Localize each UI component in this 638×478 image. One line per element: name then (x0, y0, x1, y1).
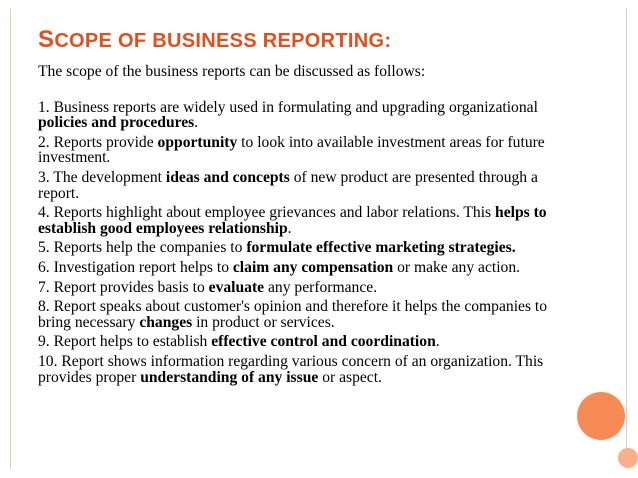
list-item-5 (38, 240, 558, 256)
item-emphasis: helps to establish good employees relationship (38, 204, 547, 237)
item-text: 6. Investigation report helps to (38, 258, 233, 276)
list-item-2 (38, 135, 558, 166)
item-text: 9. Report helps to establish (38, 333, 212, 351)
item-text-end: or make any action. (393, 258, 521, 276)
item-text-end: to look into available investment areas for future investment. (38, 133, 545, 167)
list-item-3 (38, 170, 558, 201)
page-title (38, 26, 391, 54)
item-text-end: . (194, 114, 199, 132)
item-text: 4. Reports highlight about employee grievances and labor relations. This (38, 204, 496, 222)
list-item-8 (38, 299, 558, 330)
content-body (38, 64, 558, 389)
item-emphasis: policies and procedures (38, 114, 195, 132)
list-item-9 (38, 334, 558, 350)
item-text-end: or aspect. (318, 368, 382, 386)
item-text: 3. The development (38, 168, 166, 186)
list-item-10 (38, 354, 558, 385)
item-text-end: in product or services. (192, 313, 335, 331)
item-emphasis: understanding of any issue (140, 368, 319, 386)
item-text-end: any performance. (264, 278, 378, 296)
intro-text: The scope of the business reports can be discussed as follows: (38, 63, 426, 80)
item-text: 2. Reports provide (38, 133, 158, 151)
item-text: 10. Report shows information regarding various concern of an organization. This provides proper (38, 352, 544, 386)
item-emphasis: opportunity (157, 133, 238, 151)
item-emphasis: effective control and coordination (211, 333, 436, 351)
item-emphasis: claim any compensation (232, 258, 394, 276)
title-first-letter: S (38, 26, 55, 53)
item-emphasis: formulate effective marketing strategies. (246, 239, 516, 257)
title-colon: : (384, 30, 392, 52)
item-emphasis: ideas and concepts (165, 168, 290, 186)
item-text-end: of new product are presented through a report. (38, 168, 538, 202)
list-item-1 (38, 100, 558, 131)
list-item-6 (38, 260, 558, 276)
item-text-end: . (287, 219, 292, 237)
list-item-4 (38, 205, 558, 236)
item-emphasis: changes (139, 313, 193, 331)
item-text: 8. Report speaks about customer's opinion and therefore it helps the companies to bring necessary (38, 298, 548, 331)
title-rest: COPE OF BUSINESS REPORTING (54, 30, 385, 52)
item-text: 1. Business reports are widely used in formulating and upgrading organizational (38, 98, 538, 116)
item-emphasis: evaluate (208, 278, 265, 296)
item-text-end: . (435, 333, 440, 351)
list-item-7 (38, 280, 558, 296)
item-text: 7. Report provides basis to (38, 278, 209, 296)
item-text: 5. Reports help the companies to (38, 239, 247, 257)
